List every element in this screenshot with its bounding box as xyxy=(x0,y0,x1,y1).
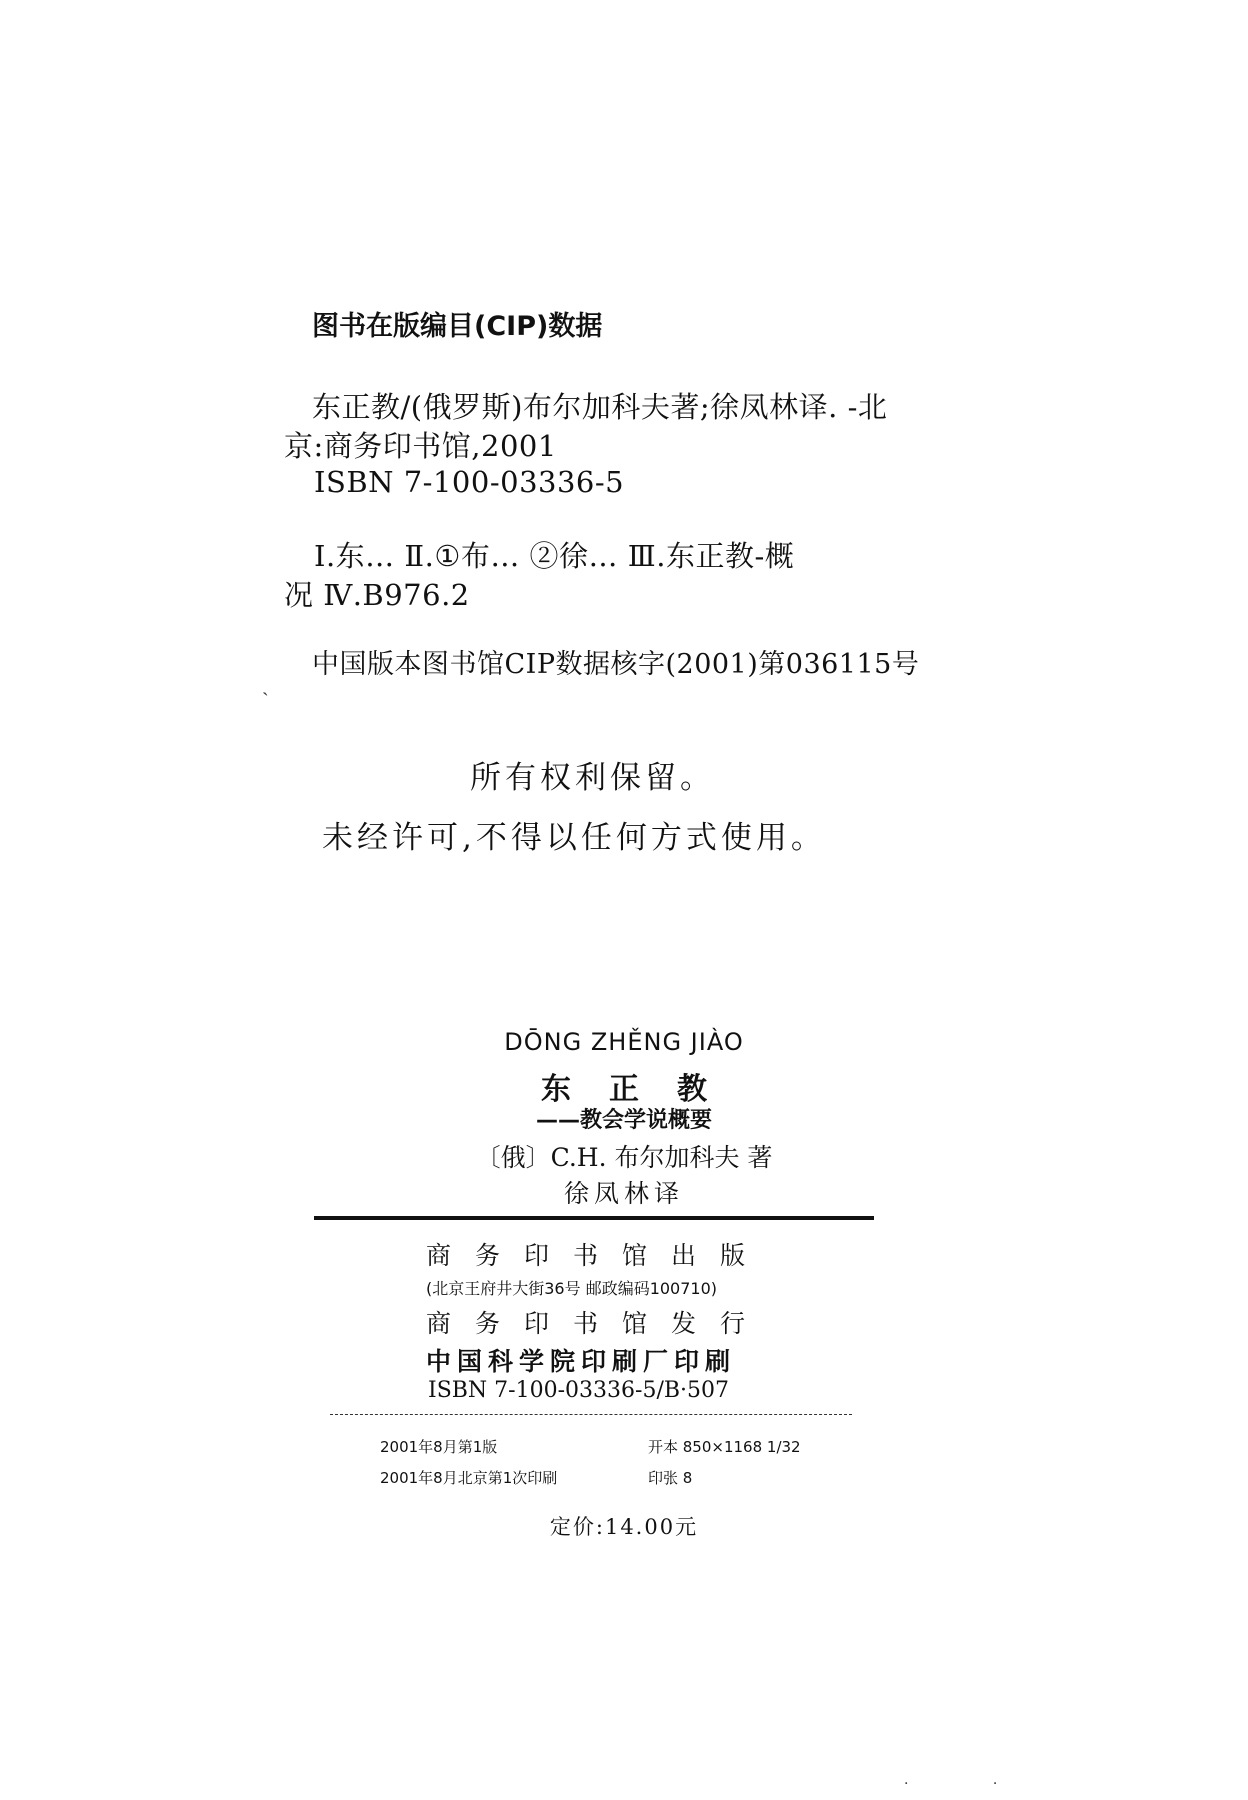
distributor-line: 商务印书馆发行 xyxy=(426,1309,770,1338)
author-line: 〔俄〕C.H. 布尔加科夫 著 xyxy=(475,1143,773,1172)
format-info: 开本 850×1168 1/32 xyxy=(648,1438,801,1456)
edition-info: 2001年8月第1版 xyxy=(380,1438,498,1456)
cip-classification-line: Ⅰ.东… Ⅱ.①布… ②徐… Ⅲ.东正教-概 xyxy=(314,539,795,573)
rights-reserved: 所有权利保留。 xyxy=(470,760,715,796)
cip-record-number: 中国版本图书馆CIP数据核字(2001)第036115号 xyxy=(312,649,920,680)
publisher-line: 商务印书馆出版 xyxy=(426,1241,770,1270)
translator-line: 徐凤林译 xyxy=(563,1179,684,1208)
sheets-info: 印张 8 xyxy=(648,1469,693,1487)
price: 定价:14.00元 xyxy=(549,1515,699,1539)
cip-isbn-line: ISBN 7-100-03336-5 xyxy=(314,465,625,499)
rights-restriction: 未经许可,不得以任何方式使用。 xyxy=(322,820,826,856)
printer-line: 中国科学院印刷厂印刷 xyxy=(426,1347,737,1376)
publisher-address: (北京王府井大街36号 邮政编码100710) xyxy=(426,1279,718,1298)
cip-heading: 图书在版编目(CIP)数据 xyxy=(312,311,603,342)
colophon-top-rule xyxy=(314,1216,874,1220)
title-pinyin: DŌNG ZHĚNG JIÀO xyxy=(504,1028,744,1056)
book-subtitle: ——教会学说概要 xyxy=(535,1108,712,1133)
cip-line-1: 东正教/(俄罗斯)布尔加科夫著;徐凤林译. -北 xyxy=(312,390,888,424)
printing-info: 2001年8月北京第1次印刷 xyxy=(380,1469,558,1487)
book-title: 东正教 xyxy=(541,1072,745,1107)
isbn-full: ISBN 7-100-03336-5/B·507 xyxy=(428,1378,730,1403)
cip-classification-line-2: 况 Ⅳ.B976.2 xyxy=(284,578,470,612)
scan-mark: ˎ xyxy=(262,672,269,696)
scan-specks: · · xyxy=(904,1776,1038,1792)
cip-line-2: 京:商务印书馆,2001 xyxy=(284,429,557,463)
colophon-dashed-rule xyxy=(330,1414,852,1415)
